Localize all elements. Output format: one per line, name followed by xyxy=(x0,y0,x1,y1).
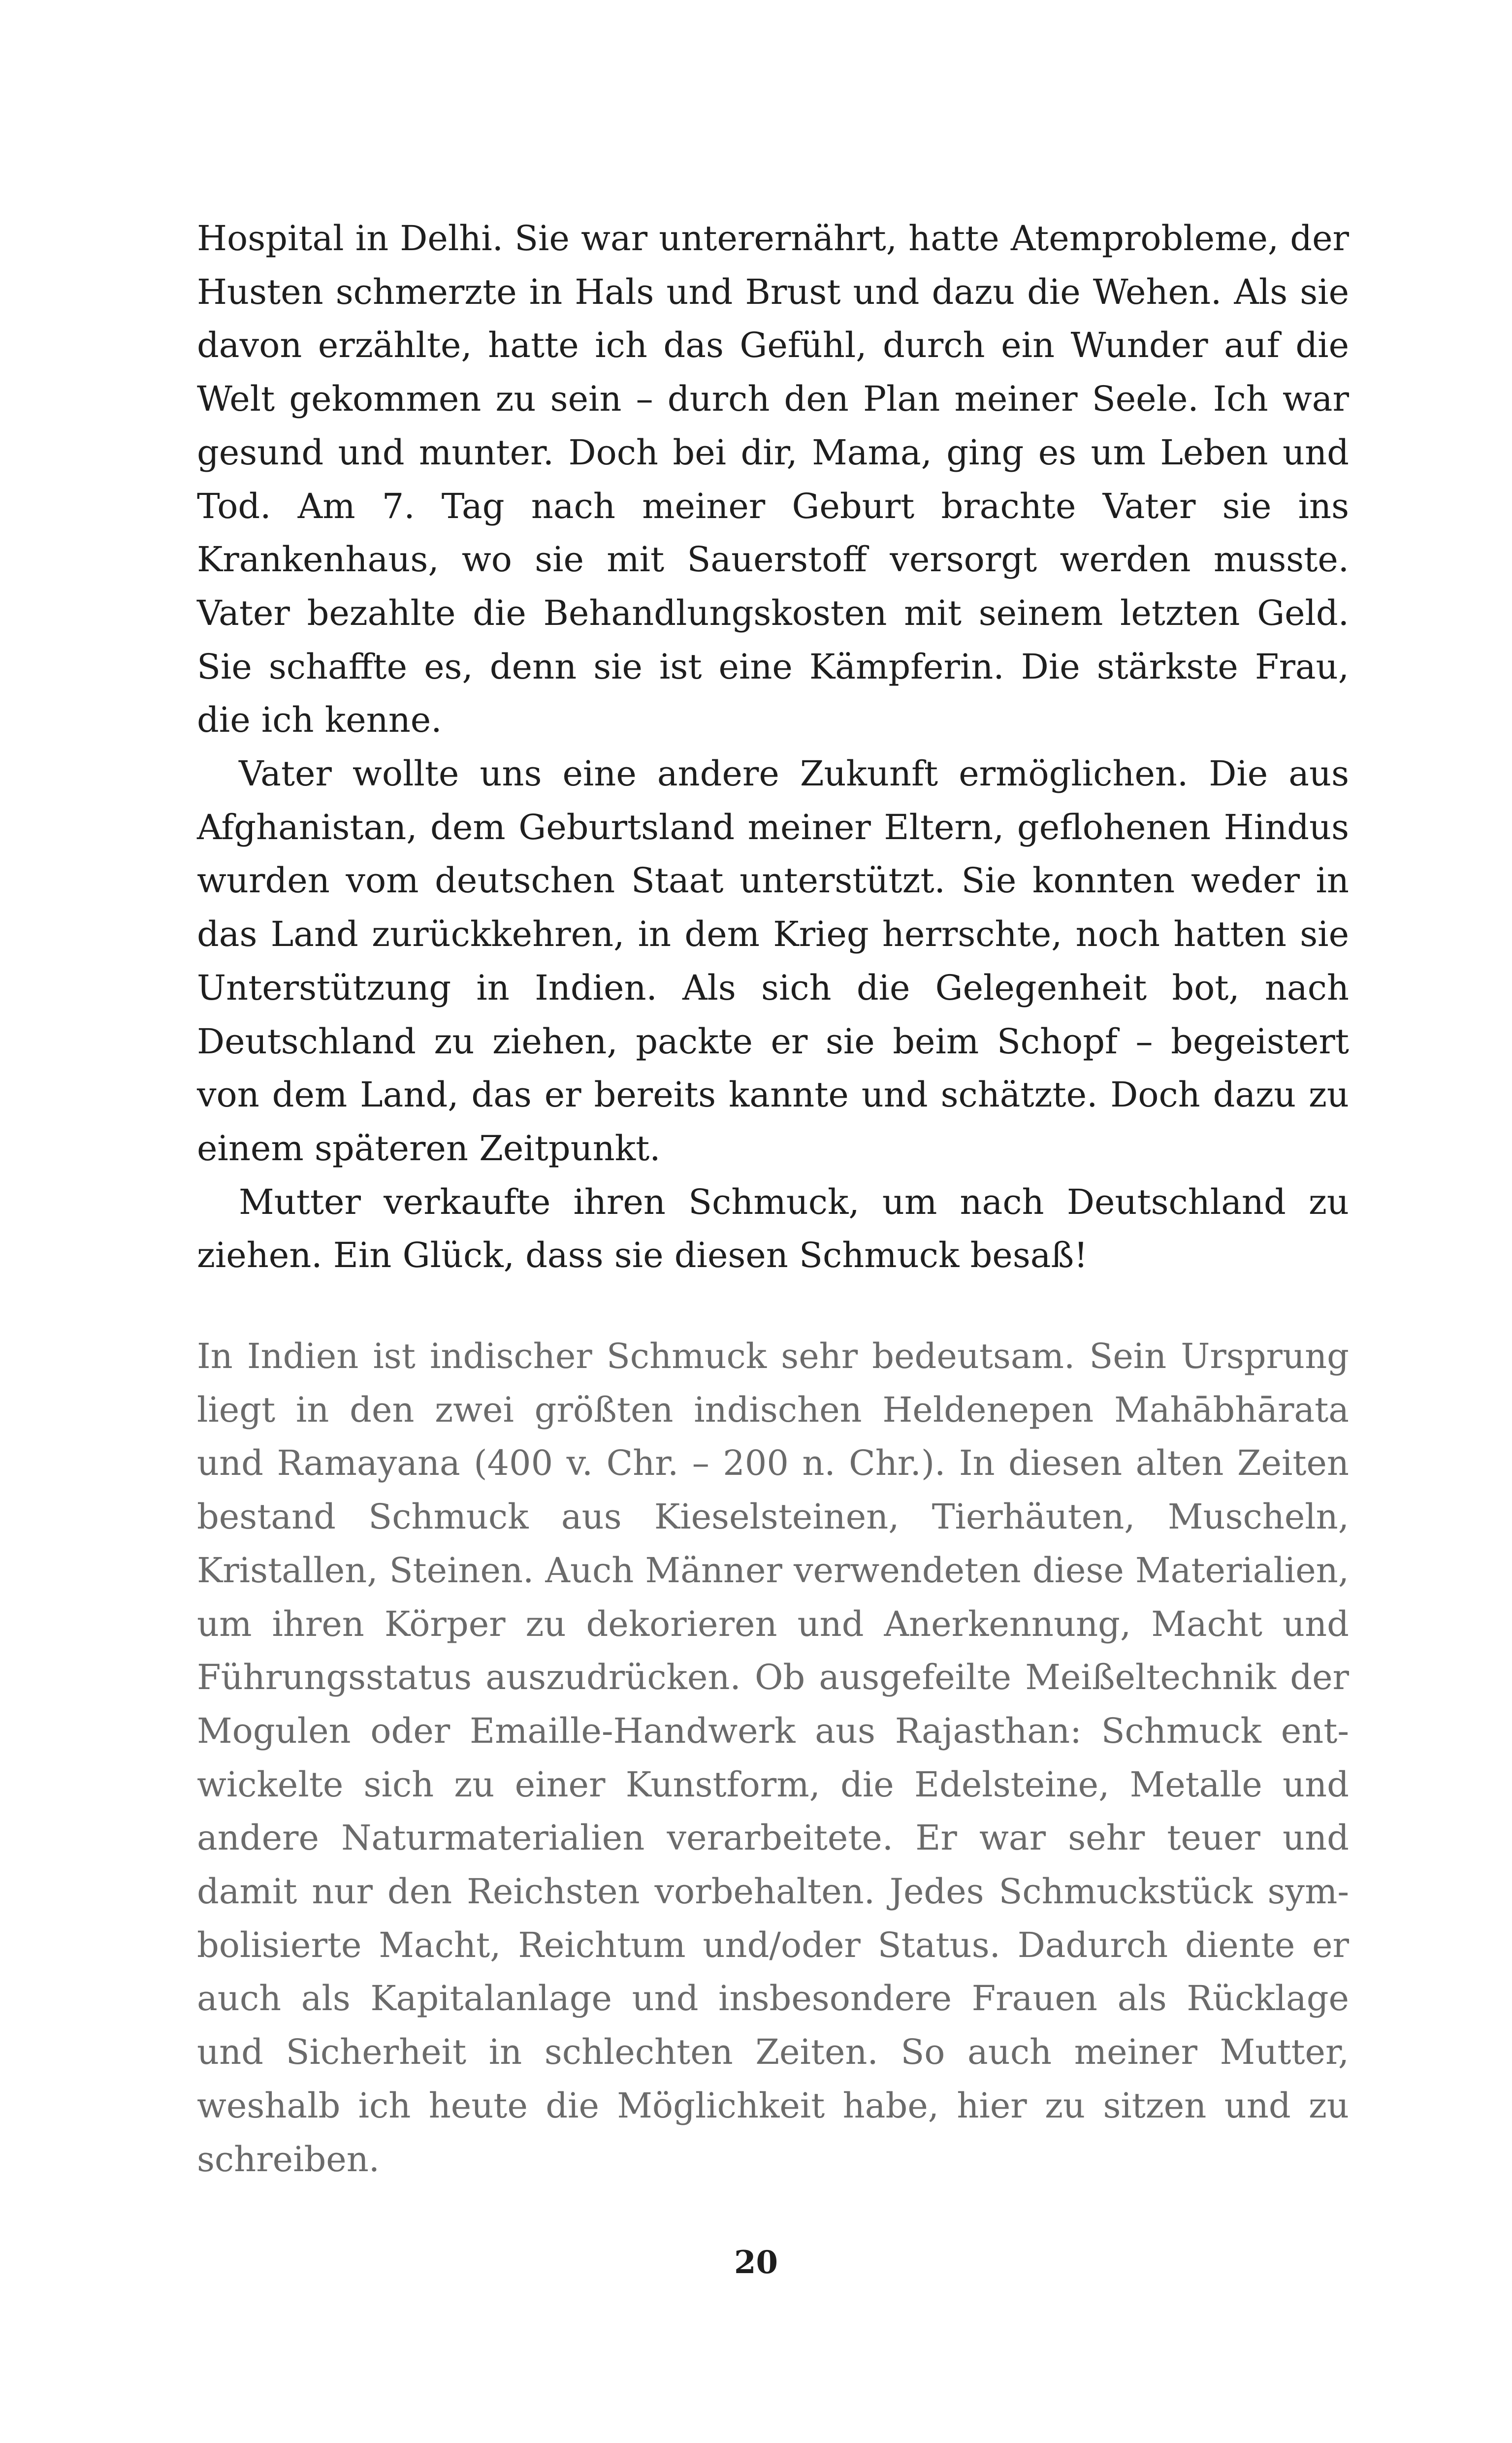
paragraph: Mutter verkaufte ihren Schmuck, um nach Deutschland zu ziehen. Ein Glück, dass sie diesen Schmuck besaß! xyxy=(197,1181,1349,1276)
info-box xyxy=(197,1330,1349,2186)
info-paragraph: In Indien ist indischer Schmuck sehr bedeutsam. Sein Ursprung liegt in den zwei größten indischen Heldenepen Mahābhārata und Ramayana (400 v. Chr. – 200 n. Chr.). In diesen alten Zeiten bestand Schmuck aus Kieselsteinen, Tierhäuten, Muscheln, Kristallen, Steinen. Auch Männer verwendeten diese Materialien, um ihren Körper zu dekorieren und Anerkennung, Macht und Führungsstatus auszudrücken. Ob ausgefeilte Meißeltechnik der Mogulen oder Emaille-Handwerk aus Rajasthan: Schmuck entwickelte sich zu einer Kunstform, die Edelsteine, Metalle und andere Naturmaterialien verarbeitete. Er war sehr teuer und damit nur den Reichsten vorbehalten. Jedes Schmuckstück symbolisierte Macht, Reichtum und/oder Status. Dadurch diente er auch als Kapitalanlage und insbesondere Frauen als Rücklage und Sicherheit in schlechten Zeiten. So auch meiner Mutter, weshalb ich heute die Möglichkeit habe, hier zu sitzen und zu schreiben. xyxy=(197,1336,1349,2180)
paragraph: Hospital in Delhi. Sie war unterernährt, hatte Atemprobleme, der Husten schmerzte in Hals und Brust und dazu die Wehen. Als sie davon erzählte, hatte ich das Gefühl, durch ein Wunder auf die Welt gekommen zu sein – durch den Plan meiner Seele. Ich war gesund und munter. Doch bei dir, Mama, ging es um Leben und Tod. Am 7. Tag nach meiner Geburt brachte Vater sie ins Krankenhaus, wo sie mit Sauerstoff versorgt werden musste. Vater bezahlte die Behandlungskosten mit seinem letzten Geld. Sie schaffte es, denn sie ist eine Kämpferin. Die stärkste Frau, die ich kenne. xyxy=(197,218,1349,741)
paragraph: Vater wollte uns eine andere Zukunft ermöglichen. Die aus Afghanistan, dem Geburtsland meiner Eltern, geflohenen Hindus wurden vom deutschen Staat unterstützt. Sie konnten weder in das Land zurückkehren, in dem Krieg herrschte, noch hatten sie Unterstützung in Indien. Als sich die Gelegenheit bot, nach Deutschland zu ziehen, packte er sie beim Schopf – begeistert von dem Land, das er bereits kannte und schätzte. Doch dazu zu einem späteren Zeitpunkt. xyxy=(197,753,1349,1169)
page-number: 20 xyxy=(734,2244,778,2281)
main-text xyxy=(197,212,1349,1282)
